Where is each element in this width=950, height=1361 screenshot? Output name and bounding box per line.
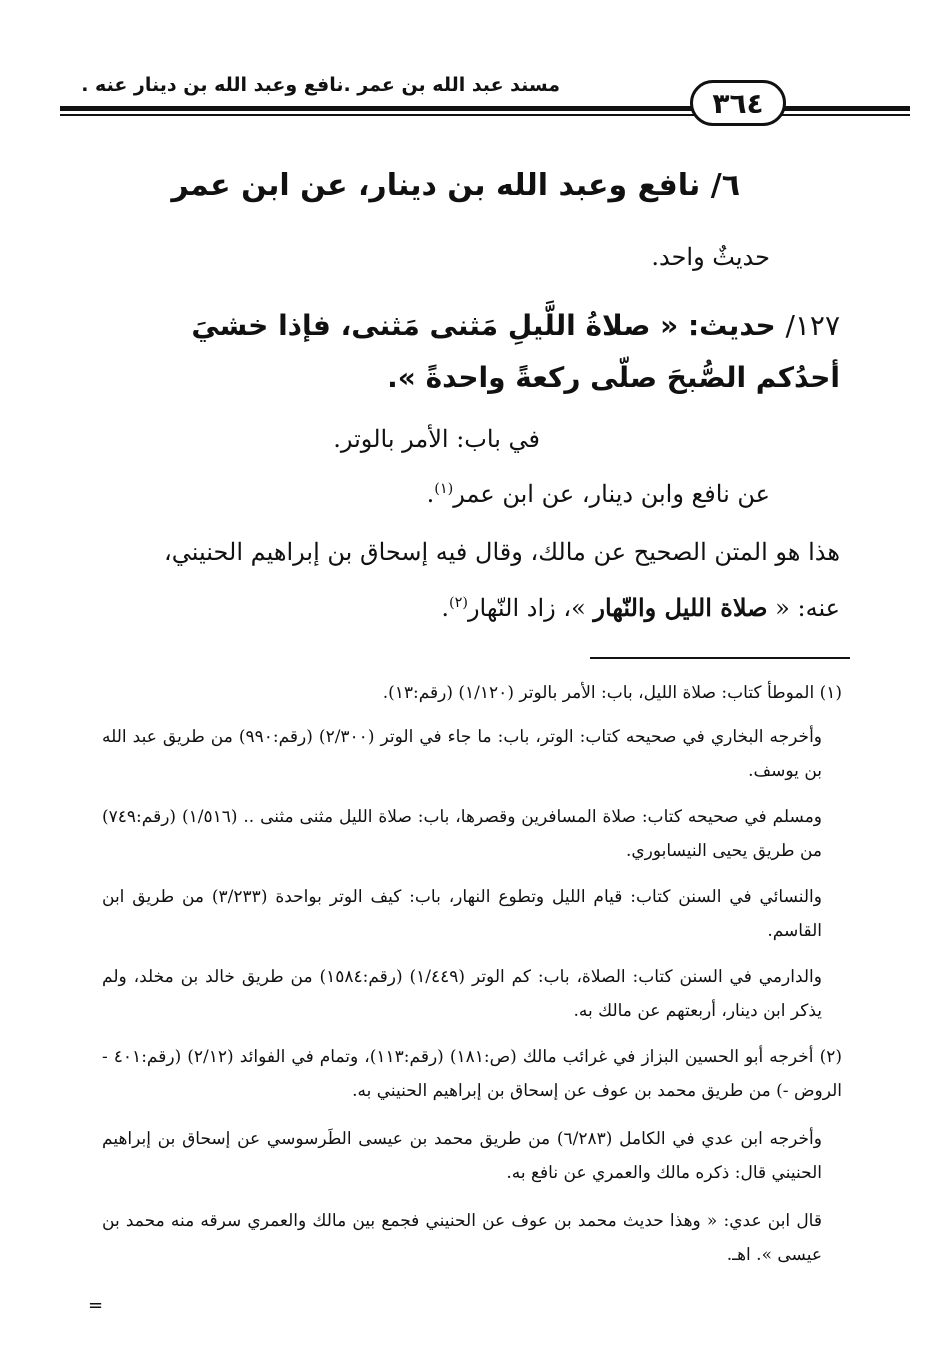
hadith-number: ١٢٧/	[785, 309, 840, 342]
footnote-1-muslim: ومسلم في صحيحه كتاب: صلاة المسافرين وقصرها، باب: صلاة الليل مثنى مثنى .. (١/٥١٦) (رقم:٧٤٩) من طريق يحيى النيسابوري.	[102, 807, 823, 861]
note-bold-quote: صلاة الليل والنّهار	[593, 593, 768, 622]
note-start: عنه: «	[775, 594, 840, 622]
footnote-1-bukhari: وأخرجه البخاري في صحيحه كتاب: الوتر، باب: ما جاء في الوتر (٢/٣٠٠) (رقم:٩٩٠) من طريق عبد الله بن يوسف.	[102, 727, 822, 781]
note-period: .	[441, 594, 449, 622]
footnote-ref-1[interactable]: (١)	[434, 481, 454, 497]
isnad-line: عن نافع وابن دينار، عن ابن عمر$^{(١)}$.	[426, 480, 770, 508]
hadith-text: « صلاةُ اللَّيلِ مَثنى مَثنى، فإذا خشيَ أحدُكم الصُّبحَ صلّى ركعةً واحدةً ».	[191, 309, 840, 394]
footnote-1: (١) الموطأ كتاب: صلاة الليل، باب: الأمر بالوتر (١/١٢٠) (رقم:١٣).	[382, 683, 842, 703]
hadith-count: حديثٌ واحد.	[651, 243, 770, 271]
bab-line: في باب: الأمر بالوتر.	[333, 425, 540, 453]
footnote-2: (٢) أخرجه أبو الحسين البزاز في غرائب مالك (ص:١٨١) (رقم:١١٣)، وتمام في الفوائد (٢/١٢) (رقم:٤٠١ - الروض -) من طريق محمد بن عوف عن إسحاق بن إبراهيم الحنيني به.	[102, 1047, 842, 1101]
isnad-text: عن نافع وابن دينار، عن ابن عمر	[453, 480, 770, 508]
footnote-separator	[590, 657, 850, 659]
footnote-2-ibn-adi-quote: قال ابن عدي: « وهذا حديث محمد بن عوف عن الحنيني فجمع بين مالك والعمري سرقه منه محمد بن عيسى ». اهـ.	[102, 1211, 822, 1265]
footnote-ref-2[interactable]: (٢)	[448, 595, 468, 611]
footnote-2-ibn-adi: وأخرجه ابن عدي في الكامل (٦/٢٨٣) من طريق محمد بن عيسى الطَرسوسي عن إسحاق بن إبراهيم الحنيني قال: ذكره مالك والعمري عن نافع به.	[102, 1129, 822, 1183]
page-end-mark: =	[88, 1295, 104, 1316]
section-title: ٦/ نافع وعبد الله بن دينار، عن ابن عمر	[171, 168, 740, 203]
page-number: ٣٦٤	[690, 80, 786, 126]
hadith-block	[100, 300, 840, 404]
note-end: »، زاد النّهار	[467, 594, 586, 622]
footnote-1-nasai: والنسائي في السنن كتاب: قيام الليل وتطوع النهار، باب: كيف الوتر بواحدة (٣/٢٣٣) من طريق ابن القاسم.	[102, 887, 822, 941]
footnote-1-darimi: والدارمي في السنن كتاب: الصلاة، باب: كم الوتر (١/٤٤٩) (رقم:١٥٨٤) من طريق خالد بن مخلد، ولم يذكر ابن دينار، أربعتهم عن مالك به.	[102, 967, 822, 1021]
note-line-2	[441, 593, 840, 622]
hadith-label: حديث:	[687, 309, 776, 342]
note-line-1: هذا هو المتن الصحيح عن مالك، وقال فيه إسحاق بن إبراهيم الحنيني،	[164, 538, 840, 566]
running-title: مسند عبد الله بن عمر .نافع وعبد الله بن دينار عنه .	[81, 74, 560, 96]
